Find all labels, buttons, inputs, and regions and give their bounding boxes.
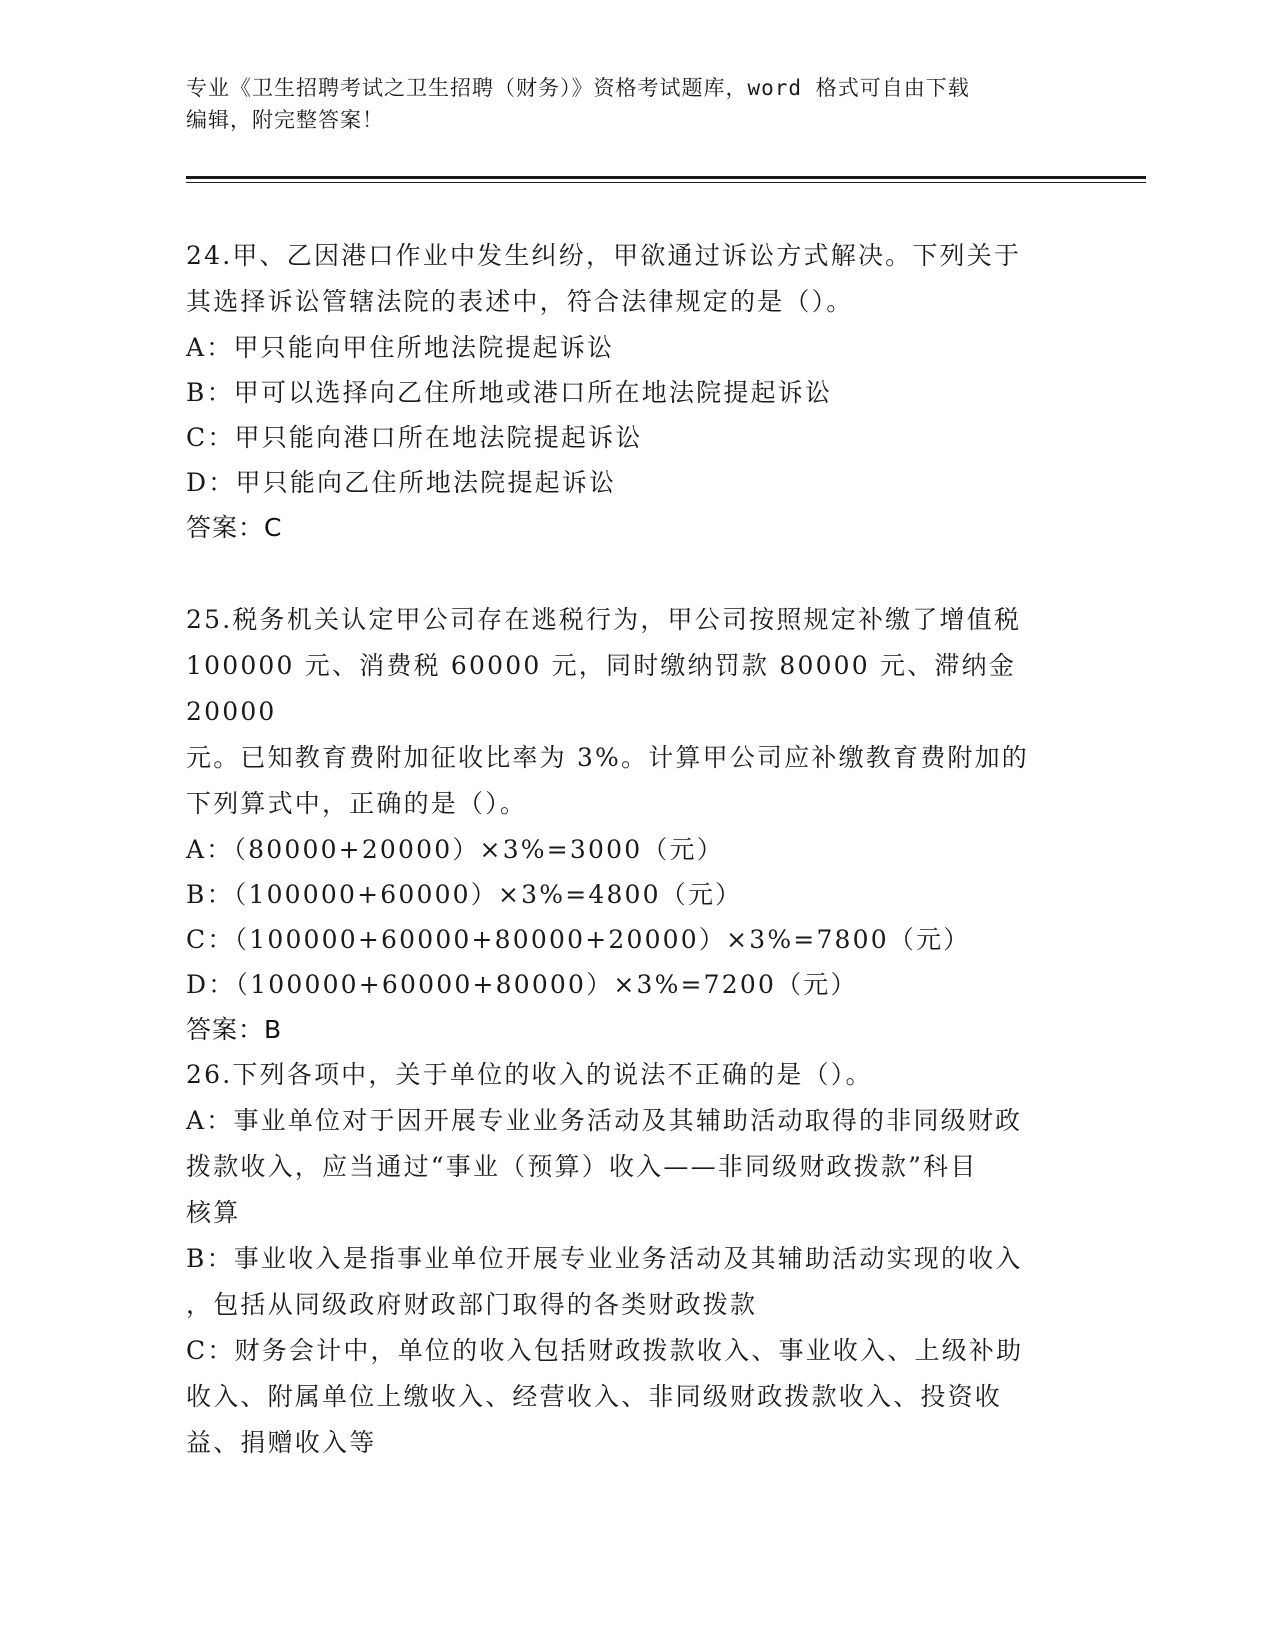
option-a-continued: 核算 (186, 1198, 241, 1227)
question-stem-line: 元。已知教育费附加征收比率为 3%。计算甲公司应补缴教育费附加的 (186, 743, 1030, 772)
option-c-continued: 收入、附属单位上缴收入、经营收入、非同级财政拨款收入、投资收 (186, 1382, 1003, 1411)
header-line-1: 专业《卫生招聘考试之卫生招聘（财务）》资格考试题库，word 格式可自由下载 (186, 76, 970, 100)
question-stem-line: 其选择诉讼管辖法院的表述中，符合法律规定的是（）。 (186, 287, 854, 316)
option-a: A：事业单位对于因开展专业业务活动及其辅助活动取得的非同级财政 (186, 1106, 1023, 1135)
option-b-continued: ，包括从同级政府财政部门取得的各类财政拨款 (186, 1290, 758, 1319)
header-divider-thick (186, 176, 1146, 179)
option-c: C：（100000+60000+80000+20000）×3%=7800（元） (186, 925, 971, 954)
question-26 (186, 1052, 1086, 1466)
header-divider-thin (186, 182, 1146, 183)
option-c: C：财务会计中，单位的收入包括财政拨款收入、事业收入、上级补助 (186, 1336, 1024, 1365)
header-line-2: 编辑，附完整答案！ (186, 108, 384, 132)
option-d: D：甲只能向乙住所地法院提起诉讼 (186, 468, 617, 497)
answer-label: 答案：C (186, 513, 283, 542)
option-b: B：（100000+60000）×3%=4800（元） (186, 880, 743, 909)
option-a: A：甲只能向甲住所地法院提起诉讼 (186, 333, 615, 362)
option-c: C：甲只能向港口所在地法院提起诉讼 (186, 423, 643, 452)
question-24 (186, 233, 1086, 551)
question-stem-line: 下列算式中，正确的是（）。 (186, 789, 528, 818)
option-a: A：（80000+20000）×3%=3000（元） (186, 835, 724, 864)
option-a-continued: 拨款收入，应当通过“事业（预算）收入——非同级财政拨款”科目 (186, 1152, 978, 1181)
question-stem-line: 100000 元、消费税 60000 元，同时缴纳罚款 80000 元、滞纳金 20000 (186, 651, 1017, 726)
question-stem-line: 24.甲、乙因港口作业中发生纠纷，甲欲通过诉讼方式解决。下列关于 (186, 241, 1022, 270)
answer-label: 答案：B (186, 1015, 283, 1044)
document-header (186, 72, 1086, 136)
option-c-continued: 益、捐赠收入等 (186, 1428, 377, 1457)
option-d: D：（100000+60000+80000）×3%=7200（元） (186, 970, 858, 999)
option-b: B：事业收入是指事业单位开展专业业务活动及其辅助活动实现的收入 (186, 1244, 1023, 1273)
question-stem-line: 26.下列各项中，关于单位的收入的说法不正确的是（）。 (186, 1060, 873, 1089)
option-b: B：甲可以选择向乙住所地或港口所在地法院提起诉讼 (186, 378, 833, 407)
question-25 (186, 597, 1086, 1053)
question-stem-line: 25.税务机关认定甲公司存在逃税行为，甲公司按照规定补缴了增值税 (186, 605, 1022, 634)
